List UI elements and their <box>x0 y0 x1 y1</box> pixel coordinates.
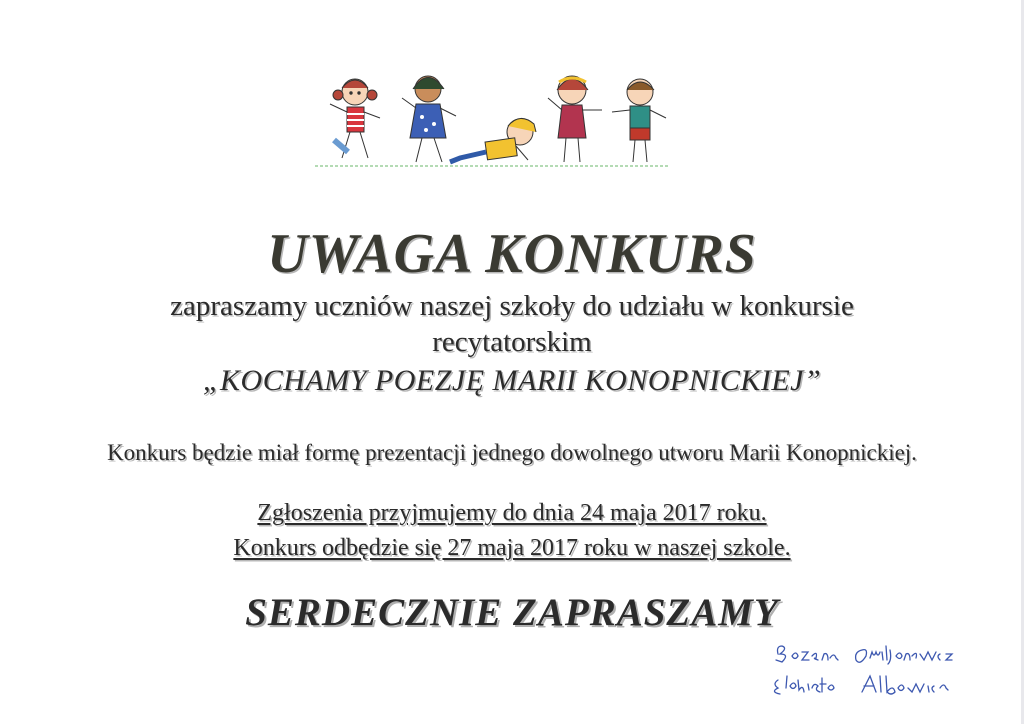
child-boy-green-icon <box>612 79 666 162</box>
format-text: Konkurs będzie miał formę prezentacji jednego dowolnego utworu Marii Konopnickiej. <box>107 440 917 465</box>
handwritten-signatures <box>770 640 970 700</box>
child-girl-red-icon <box>330 79 380 158</box>
contest-name: „KOCHAMY POEZJĘ MARII KONOPNICKIEJ” <box>202 364 822 397</box>
event-text: Konkurs odbędzie się 27 maja 2017 roku w naszej szkole. <box>233 535 791 561</box>
deadline-text: Zgłoszenia przyjmujemy do dnia 24 maja 2017 roku. <box>257 500 767 526</box>
child-girl-magenta-icon <box>548 76 602 162</box>
poster-title: UWAGA KONKURS <box>267 223 757 285</box>
invite-line-2: recytatorskim <box>432 326 592 358</box>
child-girl-blue-icon <box>402 76 456 162</box>
closing-text: SERDECZNIE ZAPRASZAMY <box>245 591 779 634</box>
invite-line-1: zapraszamy uczniów naszej szkoły do udziału w konkursie <box>170 290 854 322</box>
child-boy-lying-icon <box>450 118 536 162</box>
children-playing-illustration <box>310 62 690 174</box>
